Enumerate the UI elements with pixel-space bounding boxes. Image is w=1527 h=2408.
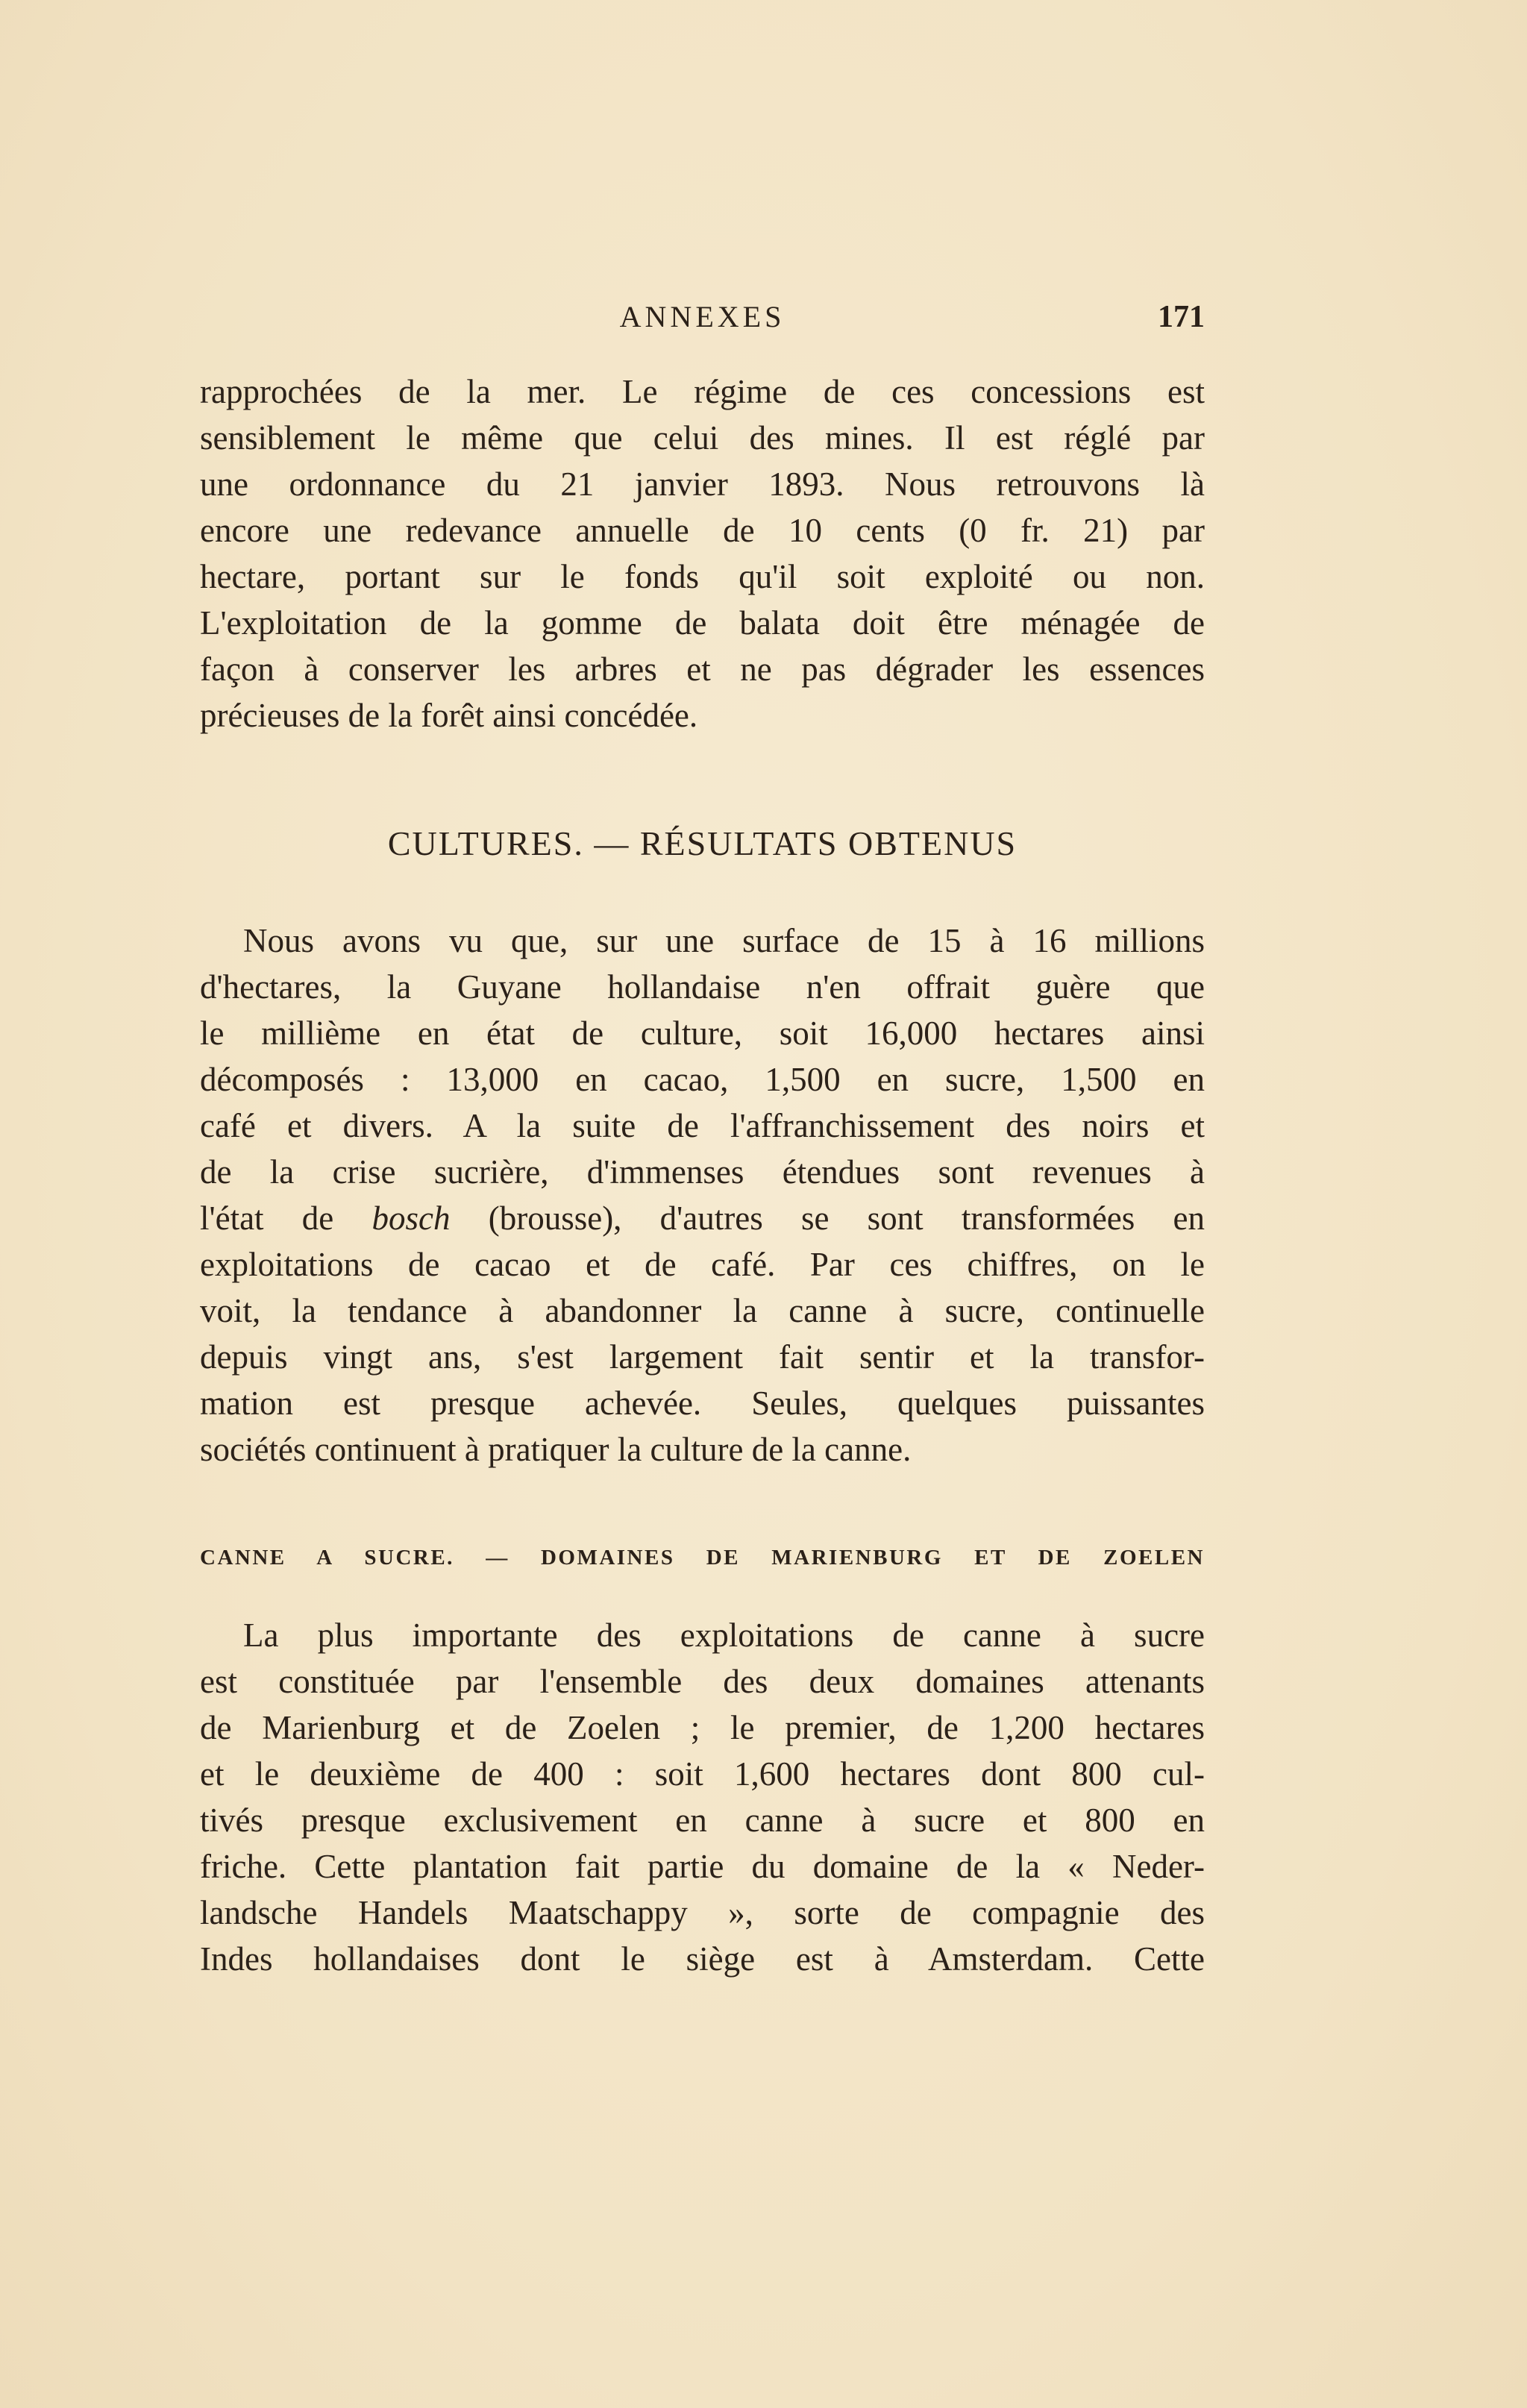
text-line: Indes hollandaises dont le siège est à Amsterdam. Cette	[200, 1940, 1205, 1978]
text-line: rapprochées de la mer. Le régime de ces concessions est	[200, 373, 1205, 410]
text-line: façon à conserver les arbres et ne pas dégrader les essences	[200, 650, 1205, 688]
subsection-heading: CANNE A SUCRE. — DOMAINES DE MARIENBURG ET DE ZOELEN	[200, 1546, 1205, 1570]
text-line: est constituée par l'ensemble des deux domaines attenants	[200, 1663, 1205, 1700]
text-line: exploitations de cacao et de café. Par ces chiffres, on le	[200, 1246, 1205, 1283]
running-title: ANNEXES	[619, 300, 786, 333]
text-line: sociétés continuent à pratiquer la culture de la canne.	[200, 1431, 912, 1468]
text-line: précieuses de la forêt ainsi concédée.	[200, 697, 698, 734]
paragraph-canne-a-sucre	[200, 1612, 1205, 1982]
text-line: encore une redevance annuelle de 10 cents (0 fr. 21) par	[200, 512, 1205, 549]
text-line: L'exploitation de la gomme de balata doit être ménagée de	[200, 604, 1205, 642]
text-segment: (brousse), d'autres se sont transformées en	[450, 1200, 1205, 1237]
text-line: La plus importante des exploitations de canne à sucre	[243, 1617, 1205, 1654]
text-line: de la crise sucrière, d'immenses étendues sont revenues à	[200, 1153, 1205, 1191]
text-line: friche. Cette plantation fait partie du domaine de la « Neder-	[200, 1848, 1205, 1885]
paragraph-cultures	[200, 918, 1205, 1473]
text-line: tivés presque exclusivement en canne à sucre et 800 en	[200, 1802, 1205, 1839]
section-heading: CULTURES. — RÉSULTATS OBTENUS	[387, 824, 1018, 862]
text-line: d'hectares, la Guyane hollandaise n'en offrait guère que	[200, 968, 1205, 1006]
text-line: sensiblement le même que celui des mines. Il est réglé par	[200, 419, 1205, 457]
text-line: depuis vingt ans, s'est largement fait sentir et la transfor-	[200, 1338, 1205, 1376]
running-header	[200, 297, 1205, 337]
text-line: le millième en état de culture, soit 16,000 hectares ainsi	[200, 1015, 1205, 1052]
text-line-with-italic	[200, 1195, 1205, 1241]
text-line: mation est presque achevée. Seules, quelques puissantes	[200, 1385, 1205, 1422]
italic-term: bosch	[371, 1200, 451, 1237]
text-line: une ordonnance du 21 janvier 1893. Nous retrouvons là	[200, 465, 1205, 503]
text-line: Nous avons vu que, sur une surface de 15 à 16 millions	[243, 922, 1205, 959]
text-line: café et divers. A la suite de l'affranchissement des noirs et	[200, 1107, 1205, 1144]
text-segment: l'état de	[200, 1200, 372, 1237]
text-line: de Marienburg et de Zoelen ; le premier, de 1,200 hectares	[200, 1709, 1205, 1746]
text-line: hectare, portant sur le fonds qu'il soit exploité ou non.	[200, 558, 1205, 595]
text-line: voit, la tendance à abandonner la canne à sucre, continuelle	[200, 1292, 1205, 1329]
page-number: 171	[1158, 300, 1205, 334]
text-line: landsche Handels Maatschappy », sorte de compagnie des	[200, 1894, 1205, 1931]
text-line: décomposés : 13,000 en cacao, 1,500 en sucre, 1,500 en	[200, 1061, 1205, 1098]
paragraph-concessions	[200, 369, 1205, 739]
text-line: et le deuxième de 400 : soit 1,600 hectares dont 800 cul-	[200, 1755, 1205, 1793]
